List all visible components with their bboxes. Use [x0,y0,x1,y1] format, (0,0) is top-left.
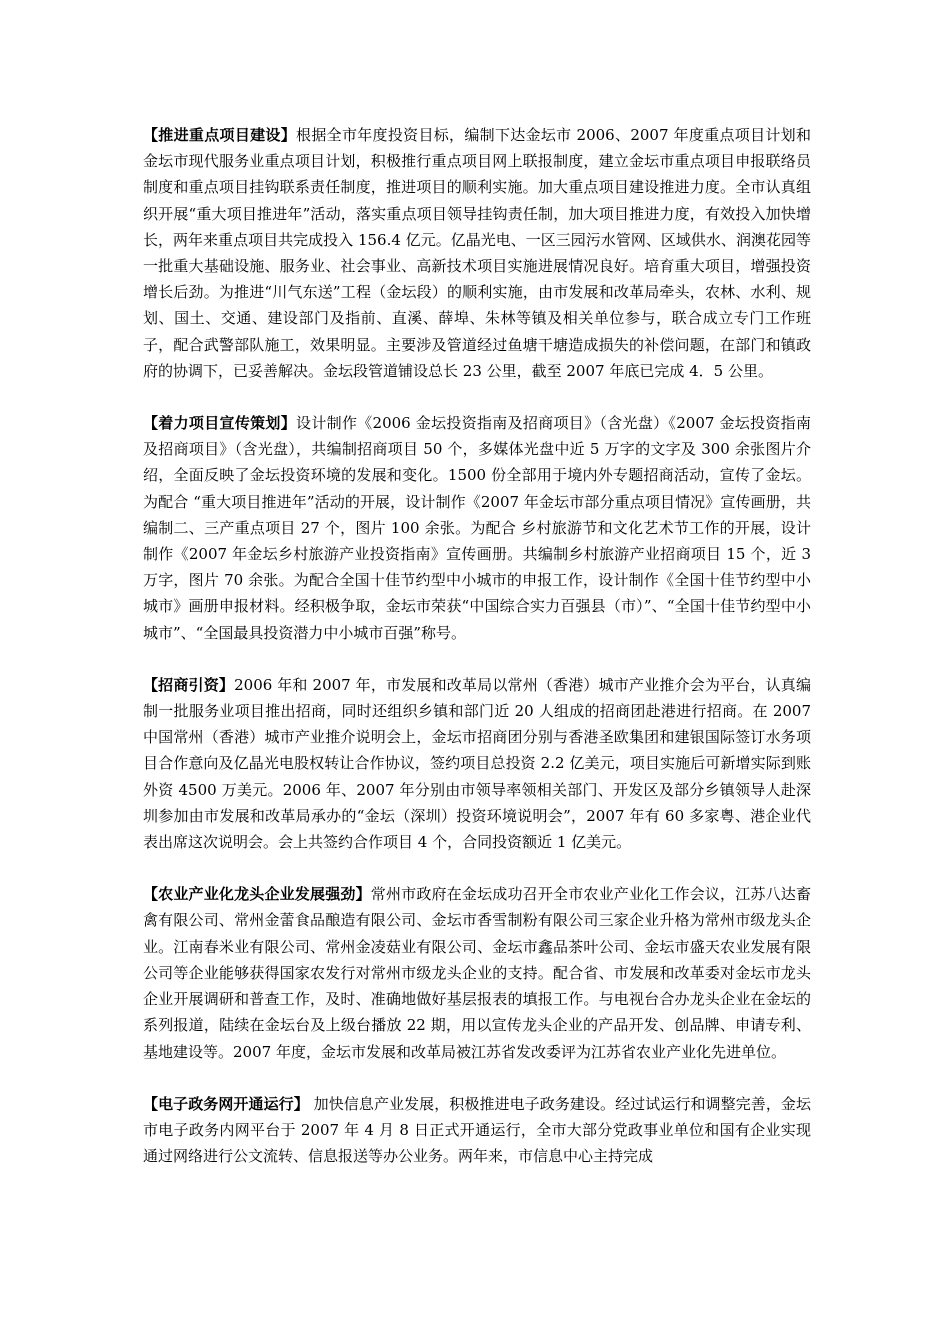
section-heading: 【推进重点项目建设】 [143,126,297,144]
section-heading: 【招商引资】 [143,675,235,694]
section-heading: 【电子政务网开通运行】 [143,1094,309,1113]
section-body: 根据全市年度投资目标，编制下达金坛市 2006、2007 年度重点项目计划和金坛市现代服务业重点项目计划，积极推行重点项目网上联报制度，建立金坛市重点项目申报联络员制度和重点项目挂钩联系责任制度，推进项目的顺利实施。加大重点项目建设推进力度。全市认真组织开展“重大项目推进年”活动，落实重点项目领导挂钩责任制，加大项目推进力度，有效投入加快增长，两年来重点项目共完成投入 156.4 亿元。亿晶光电、一区三园污水管网、区域供水、润澳花园等一批重大基础设施、服务业、社会事业、高新技术项目实施进展情况良好。培育重大项目，增强投资增长后劲。为推进“川气东送”工程（金坛段）的顺利实施，由市发展和改革局牵头，农林、水利、规划、国土、交通、建设部门及指前、直溪、薛埠、朱林等镇及相关单位参与，联合成立专门工作班子，配合武警部队施工，效果明显。主要涉及管道经过鱼塘干塘造成损失的补偿问题，在部门和镇政府的协调下，已妥善解决。金坛段管道铺设总长 23 公里，截至 2007 年底已完成 4．5 公里。 [143,126,811,380]
section-key-projects [143,122,811,384]
section-body: 2006 年和 2007 年，市发展和改革局以常州（香港）城市产业推介会为平台，认真编制一批服务业项目推出招商，同时还组织乡镇和部门近 20 人组成的招商团赴港进行招商。在 2007 中国常州（香港）城市产业推介说明会上，金坛市招商团分别与香港圣欧集团和建银国际签订水务项目合作意向及亿晶光电股权转让合作协议，签约项目总投资 2.2 亿美元，项目实施后可新增实际到账外资 4500 万美元。2006 年、2007 年分别由市领导率领相关部门、开发区及部分乡镇领导人赴深圳参加由市发展和改革局承办的“金坛（深圳）投资环境说明会”，2007 年有 60 多家粤、港企业代表出席这次说明会。会上共签约合作项目 4 个，合同投资额近 1 亿美元。 [143,675,811,852]
section-heading: 【着力项目宣传策划】 [143,414,297,433]
section-body: 加快信息产业发展，积极推进电子政务建设。经过试运行和调整完善，金坛市电子政务内网平台于 2007 年 4 月 8 日正式开通运行，全市大部分党政事业单位和国有企业实现通过网络进行公文流转、信息报送等办公业务。两年来，市信息中心主持完成 [143,1094,811,1166]
section-heading: 【农业产业化龙头企业发展强劲】 [143,885,371,904]
section-promotion [143,410,811,646]
section-investment [143,672,811,855]
section-body: 常州市政府在金坛成功召开全市农业产业化工作会议，江苏八达畜禽有限公司、常州金蕾食品酿造有限公司、金坛市香雪制粉有限公司三家企业升格为常州市级龙头企业。江南春米业有限公司、常州金凌菇业有限公司、金坛市鑫品茶叶公司、金坛市盛天农业发展有限公司等企业能够获得国家农发行对常州市级龙头企业的支持。配合省、市发展和改革委对金坛市龙头企业开展调研和普查工作，及时、准确地做好基层报表的填报工作。与电视台合办龙头企业在金坛的系列报道，陆续在金坛台及上级台播放 22 期，用以宣传龙头企业的产品开发、创品牌、申请专利、基地建设等。2007 年度，金坛市发展和改革局被江苏省发改委评为江苏省农业产业化先进单位。 [143,885,811,1061]
document-body [143,122,811,1195]
section-agriculture [143,881,811,1064]
section-body: 设计制作《2006 金坛投资指南及招商项目》（含光盘）《2007 金坛投资指南及招商项目》（含光盘），共编制招商项目 50 个，多媒体光盘中近 5 万字的文字及 300 余张图片介绍，全面反映了金坛投资环境的发展和变化。1500 份全部用于境内外专题招商活动，宣传了金坛。为配合 “重大项目推进年”活动的开展，设计制作《2007 年金坛市部分重点项目情况》宣传画册，共编制二、三产重点项目 27 个，图片 100 余张。为配合 乡村旅游节和文化艺术节工作的开展，设计制作《2007 年金坛乡村旅游产业投资指南》宣传画册。共编制乡村旅游产业招商项目 15 个，近 3 万字，图片 70 余张。为配合全国十佳节约型中小城市的申报工作，设计制作《全国十佳节约型中小城市》画册申报材料。经积极争取，金坛市荣获“中国综合实力百强县（市）”、“全国十佳节约型中小城市”、“全国最具投资潜力中小城市百强”称号。 [143,414,811,642]
section-e-government [143,1091,811,1170]
